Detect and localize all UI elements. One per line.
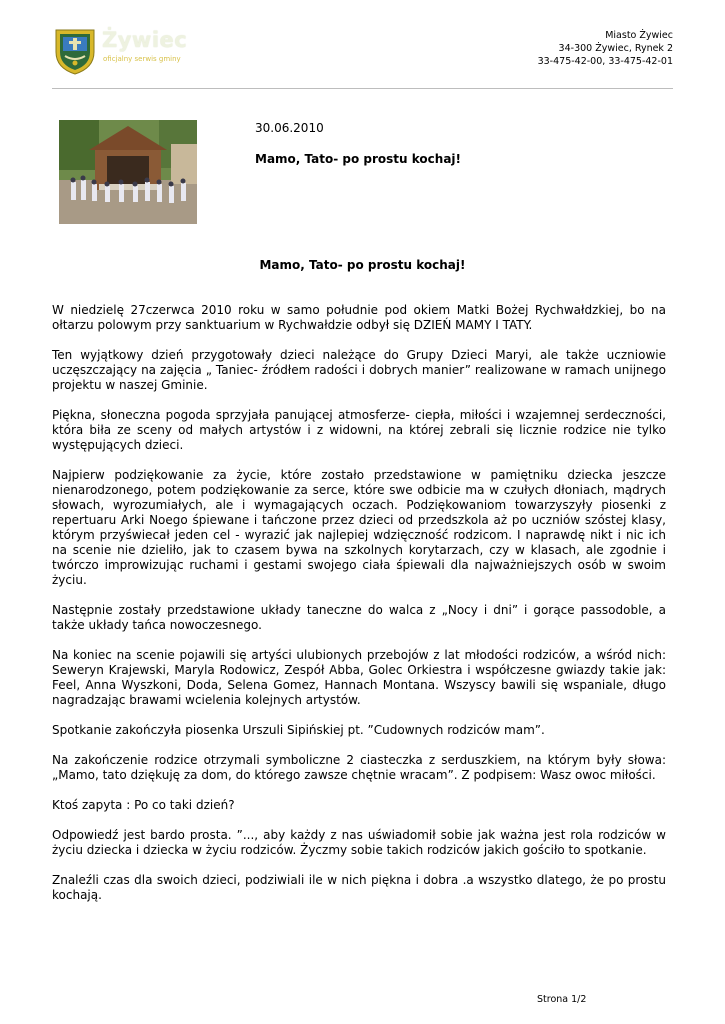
- address-line: 34-300 Żywiec, Rynek 2: [558, 43, 673, 54]
- article-paragraph: W niedzielę 27czerwca 2010 roku w samo południe pod okiem Matki Bożej Rychwałdzkiej, bo na ołtarzu polowym przy sanktuarium w Rychwałdzie odbył się DZIEŃ MAMY I TATY.: [52, 303, 666, 332]
- article-paragraph: Ten wyjątkowy dzień przygotowały dzieci należące do Grupy Dzieci Maryi, ale także uczniowie uczęszczający na zajęcia „ Taniec- źródłem radości i dobrych manier” realizowane w ramach unijnego projektu w naszej Gminie.: [52, 348, 666, 392]
- site-logo[interactable]: [52, 26, 202, 76]
- article-paragraph: Najpierw podziękowanie za życie, które zostało przedstawione w pamiętniku dziecka jeszcze nienarodzonego, potem podziękowanie za serce, które swe odbicie ma w czułych dłoniach, mądrych słowach, wyrozumiałych, ale i wymagających oczach. Podziękowaniom towarzyszyły piosenki z repertuaru Arki Noego śpiewane i tańczone przez dzieci od przedszkola aż po uczniów szóstej klasy, którym przyświecał jeden cel - wyrazić jak najlepiej wdzięczność rodzicom. I naprawdę nikt i nic ich na scenie nie dzieliło, jak to czasem bywa na szkolnych korytarzach, czy w klasach, ale zgodnie i twórczo improwizując ruchami i gestami swojego ciała śpiewali dla najważniejszych osób w swoim życiu.: [52, 468, 666, 587]
- article-paragraph: Spotkanie zakończyła piosenka Urszuli Sipińskiej pt. ”Cudownych rodziców mam”.: [52, 723, 545, 737]
- address-line: 33-475-42-00, 33-475-42-01: [537, 56, 673, 67]
- address-block: [538, 29, 673, 68]
- article-headline: Mamo, Tato- po prostu kochaj!: [255, 152, 462, 166]
- site-tagline: oficjalny serwis gminy: [103, 55, 181, 63]
- article-photo: [59, 120, 197, 224]
- article-paragraph: Znaleźli czas dla swoich dzieci, podziwiali ile w nich piękna i dobra .a wszystko dlatego, że po prostu kochają.: [52, 873, 666, 902]
- article-paragraph: Ktoś zapyta : Po co taki dzień?: [52, 798, 235, 812]
- article-paragraph: Piękna, słoneczna pogoda sprzyjała panującej atmosferze- ciepła, miłości i wzajemnej serdeczności, która biła ze sceny od małych artystów i z widowni, na której zebrali się licznie rodzice nie tylko występujących dzieci.: [52, 408, 666, 452]
- site-name: Żywiec: [102, 28, 188, 52]
- page-number: Strona 1/2: [537, 994, 587, 1005]
- address-line: Miasto Żywiec: [605, 30, 673, 41]
- coat-of-arms-icon: [52, 26, 98, 76]
- article-paragraph: Odpowiedź jest bardo prosta. ”..., aby każdy z nas uświadomił sobie jak ważna jest rola rodziców w życiu dziecka i dziecka w życiu rodziców. Życzmy sobie takich rodziców jakich gościło to spotkanie.: [52, 828, 666, 857]
- article-paragraph: Następnie zostały przedstawione układy taneczne do walca z „Nocy i dni” i gorące passodoble, a także układy tańca nowoczesnego.: [52, 603, 666, 632]
- article-paragraph: Na koniec na scenie pojawili się artyści ulubionych przebojów z lat młodości rodziców, a wśród nich: Seweryn Krajewski, Maryla Rodowicz, Zespół Abba, Golec Orkiestra i współczesne gwiazdy takie jak: Feel, Anna Wyszkoni, Doda, Selena Gomez, Hannach Montana. Wszyscy bawili się wspaniale, długo nagradzając brawami wcielenia kolejnych artystów.: [52, 648, 666, 707]
- article-paragraph: Na zakończenie rodzice otrzymali symboliczne 2 ciasteczka z serduszkiem, na którym były słowa: „Mamo, tato dziękuję za dom, do którego zawsze chętnie wracam”. Z podpisem: Wasz owoc miłości.: [52, 753, 666, 782]
- article-body: [52, 303, 666, 918]
- article-date: 30.06.2010: [255, 121, 324, 135]
- article-title: Mamo, Tato- po prostu kochaj!: [259, 258, 466, 272]
- header-divider: [52, 88, 673, 89]
